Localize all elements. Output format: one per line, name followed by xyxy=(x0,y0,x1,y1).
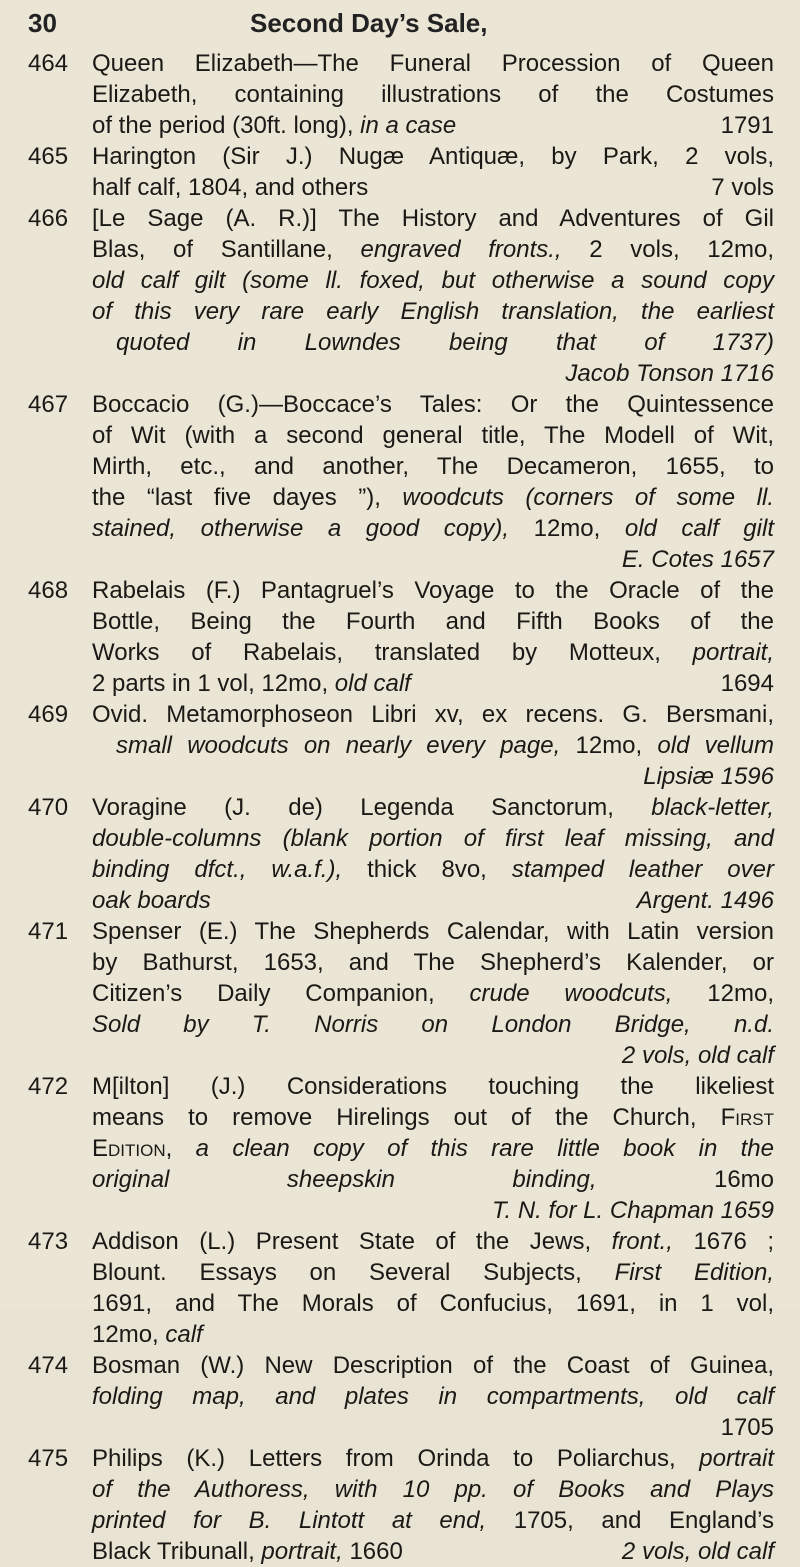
text-segment: 2 vols, 12mo, xyxy=(561,236,775,263)
text-segment: 12mo, xyxy=(509,515,625,542)
description-line xyxy=(92,48,774,79)
lot-description xyxy=(92,141,774,203)
text-segment: Spenser (E.) The Shepherds Calendar, with Latin version xyxy=(92,918,774,945)
text-segment: 12mo, xyxy=(672,980,775,1007)
description-line xyxy=(92,1412,774,1443)
description-line xyxy=(92,637,774,668)
lot-description xyxy=(92,1443,774,1567)
text-segment: 2 parts in 1 vol, 12mo, xyxy=(92,670,335,697)
page-number: 30 xyxy=(28,8,57,38)
imprint-date: 2 vols, old calf xyxy=(621,1538,774,1565)
imprint-date: 1791 xyxy=(720,112,774,139)
description-line xyxy=(92,451,774,482)
lot-description xyxy=(92,203,774,389)
lot-number: 469 xyxy=(28,701,69,728)
text-segment: calf xyxy=(165,1321,203,1348)
text-segment: Citizen’s Daily Companion, xyxy=(92,980,470,1007)
lot-number: 470 xyxy=(28,794,69,821)
description-line xyxy=(92,699,774,730)
lot-description xyxy=(92,48,774,141)
text-segment: 16mo xyxy=(596,1166,774,1193)
description-line xyxy=(92,792,774,823)
description-line xyxy=(92,606,774,637)
description-line xyxy=(92,1505,774,1536)
description-line xyxy=(92,947,774,978)
imprint-date: Argent. 1496 xyxy=(636,887,774,914)
text-segment: Addison (L.) Present State of the Jews, xyxy=(92,1228,612,1255)
text-segment: thick 8vo, xyxy=(342,856,512,883)
text-segment: Harington (Sir J.) Nugæ Antiquæ, by Park, 2 vols, xyxy=(92,143,774,170)
text-segment: black-letter, xyxy=(651,794,774,821)
text-segment: Queen Elizabeth—The Funeral Procession of Queen xyxy=(92,50,774,77)
text-segment: of the Authoress, with 10 pp. of Books and Plays xyxy=(92,1476,774,1503)
lot-number: 472 xyxy=(28,1073,69,1100)
text-segment: old vellum xyxy=(657,732,775,759)
imprint-date: Lipsiæ 1596 xyxy=(643,763,774,790)
text-segment: half calf, 1804, and others xyxy=(92,174,369,201)
text-segment: of Wit (with a second general title, The Modell of Wit, xyxy=(92,422,774,449)
text-segment: Black Tribunall, xyxy=(92,1538,262,1565)
description-line xyxy=(92,1350,774,1381)
text-segment: Mirth, etc., and another, The Decameron, 1655, to xyxy=(92,453,774,480)
text-segment: double-columns (blank portion of first leaf missing, and xyxy=(92,825,774,852)
description-line xyxy=(92,141,774,172)
description-line xyxy=(92,978,774,1009)
description-line xyxy=(92,1195,774,1226)
text-segment: 1676 ; xyxy=(672,1228,774,1255)
description-line xyxy=(92,823,774,854)
lot-number: 468 xyxy=(28,577,69,604)
text-segment: means to remove Hirelings out of the Church, xyxy=(92,1104,721,1131)
text-segment: Bottle, Being the Fourth and Fifth Books of the xyxy=(92,608,774,635)
text-segment: binding dfct., w.a.f.), xyxy=(92,856,343,883)
imprint-date: 1705 xyxy=(720,1414,774,1441)
description-line xyxy=(92,234,774,265)
lot-description xyxy=(92,699,774,792)
lot-number: 466 xyxy=(28,205,69,232)
text-segment: printed for B. Lintott at end, xyxy=(92,1507,487,1534)
description-line xyxy=(92,389,774,420)
description-line xyxy=(92,1319,774,1350)
lot-description xyxy=(92,1226,774,1350)
text-segment: the “last five dayes ”), xyxy=(92,484,403,511)
description-line xyxy=(92,1443,774,1474)
description-line xyxy=(92,1102,774,1133)
description-line xyxy=(92,1009,774,1040)
text-segment: small woodcuts on nearly every page, xyxy=(116,732,561,759)
description-line xyxy=(92,203,774,234)
lot-description xyxy=(92,1350,774,1443)
text-segment: 12mo, xyxy=(92,1321,166,1348)
lot-description xyxy=(92,792,774,916)
imprint-date: Jacob Tonson 1716 xyxy=(565,360,774,387)
text-segment: 12mo, xyxy=(560,732,658,759)
text-segment: stained, otherwise a good copy), xyxy=(92,515,510,542)
text-segment: old calf gilt (some ll. foxed, but otherwise a sound copy xyxy=(92,267,774,294)
text-segment: Philips (K.) Letters from Orinda to Poliarchus, xyxy=(92,1445,700,1472)
description-line xyxy=(92,668,774,699)
description-line xyxy=(92,761,774,792)
description-line xyxy=(92,420,774,451)
text-segment: Rabelais (F.) Pantagruel’s Voyage to the Oracle of the xyxy=(92,577,774,604)
text-segment: Voragine (J. de) Legenda Sanctorum, xyxy=(92,794,652,821)
text-segment: [Le Sage (A. R.)] The History and Adventures of Gil xyxy=(92,205,774,232)
description-line xyxy=(92,854,774,885)
text-segment: folding map, and plates in compartments, old calf xyxy=(92,1383,774,1410)
description-line xyxy=(92,544,774,575)
text-segment: old calf gilt xyxy=(624,515,774,542)
text-segment: Bosman (W.) New Description of the Coast of Guinea, xyxy=(92,1352,774,1379)
lot-description xyxy=(92,575,774,699)
description-line xyxy=(92,296,774,327)
description-line xyxy=(92,575,774,606)
text-segment: 1705, and England’s xyxy=(486,1507,774,1534)
text-segment: Elizabeth, containing illustrations of the Costumes xyxy=(92,81,774,108)
lot-number: 465 xyxy=(28,143,69,170)
imprint-date: 1694 xyxy=(720,670,774,697)
text-segment: of this very rare early English translation, the earliest xyxy=(92,298,774,325)
imprint-date: 7 vols xyxy=(711,174,774,201)
imprint-date: 2 vols, old calf xyxy=(621,1042,774,1069)
lot-number: 471 xyxy=(28,918,69,945)
lot-description xyxy=(92,916,774,1071)
lot-number: 475 xyxy=(28,1445,69,1472)
text-segment: woodcuts (corners of some ll. xyxy=(402,484,774,511)
description-line xyxy=(92,885,774,916)
text-segment: in a case xyxy=(360,112,457,139)
text-segment: Boccacio (G.)—Boccace’s Tales: Or the Quintessence xyxy=(92,391,774,418)
text-segment: First xyxy=(720,1104,774,1131)
text-segment: 1660 xyxy=(342,1538,403,1565)
page-heading: Second Day’s Sale, xyxy=(250,8,488,38)
text-segment: stamped leather over xyxy=(511,856,774,883)
description-line xyxy=(92,513,774,544)
lot-number: 467 xyxy=(28,391,69,418)
description-line xyxy=(92,110,774,141)
description-line xyxy=(92,1226,774,1257)
text-segment: Blount. Essays on Several Subjects, xyxy=(92,1259,615,1286)
description-line xyxy=(92,172,774,203)
text-segment: crude woodcuts, xyxy=(469,980,673,1007)
text-segment: First Edition, xyxy=(614,1259,775,1286)
description-line xyxy=(92,327,774,358)
imprint-date: E. Cotes 1657 xyxy=(621,546,774,573)
description-line xyxy=(92,79,774,110)
text-segment: portrait, xyxy=(261,1538,343,1565)
description-line xyxy=(92,730,774,761)
description-line xyxy=(92,1474,774,1505)
lot-number: 473 xyxy=(28,1228,69,1255)
description-line xyxy=(92,265,774,296)
description-line xyxy=(92,1040,774,1071)
lot-number: 474 xyxy=(28,1352,69,1379)
description-line xyxy=(92,1381,774,1412)
description-line xyxy=(92,1133,774,1164)
description-line xyxy=(92,1257,774,1288)
description-line xyxy=(92,1536,774,1567)
lot-number: 464 xyxy=(28,50,69,77)
lot-description xyxy=(92,1071,774,1226)
text-segment: M[ilton] (J.) Considerations touching the likeliest xyxy=(92,1073,774,1100)
text-segment: engraved fronts., xyxy=(360,236,562,263)
text-segment: original sheepskin binding, xyxy=(92,1166,597,1193)
text-segment: by Bathurst, 1653, and The Shepherd’s Kalender, or xyxy=(92,949,774,976)
description-line xyxy=(92,1288,774,1319)
text-segment: a clean copy of this rare little book in the xyxy=(172,1135,774,1162)
text-segment: Edition, xyxy=(92,1135,173,1162)
description-line xyxy=(92,916,774,947)
description-line xyxy=(92,482,774,513)
text-segment: portrait xyxy=(699,1445,774,1472)
text-segment: old calf xyxy=(334,670,411,697)
text-segment: Works of Rabelais, translated by Motteux, xyxy=(92,639,693,666)
text-segment: Blas, of Santillane, xyxy=(92,236,361,263)
text-segment: quoted in Lowndes being that of 1737) xyxy=(116,329,774,356)
text-segment: oak boards xyxy=(92,887,211,914)
description-line xyxy=(92,1071,774,1102)
text-segment: Ovid. Metamorphoseon Libri xv, ex recens. G. Bersmani, xyxy=(92,701,774,728)
description-line xyxy=(92,358,774,389)
text-segment: Sold by T. Norris on London Bridge, n.d. xyxy=(92,1011,774,1038)
description-line xyxy=(92,1164,774,1195)
text-segment: of the period (30ft. long), xyxy=(92,112,361,139)
text-segment: 1691, and The Morals of Confucius, 1691, in 1 vol, xyxy=(92,1290,774,1317)
imprint-date: T. N. for L. Chapman 1659 xyxy=(492,1197,774,1224)
text-segment: portrait, xyxy=(692,639,774,666)
lot-description xyxy=(92,389,774,575)
text-segment: front., xyxy=(611,1228,673,1255)
